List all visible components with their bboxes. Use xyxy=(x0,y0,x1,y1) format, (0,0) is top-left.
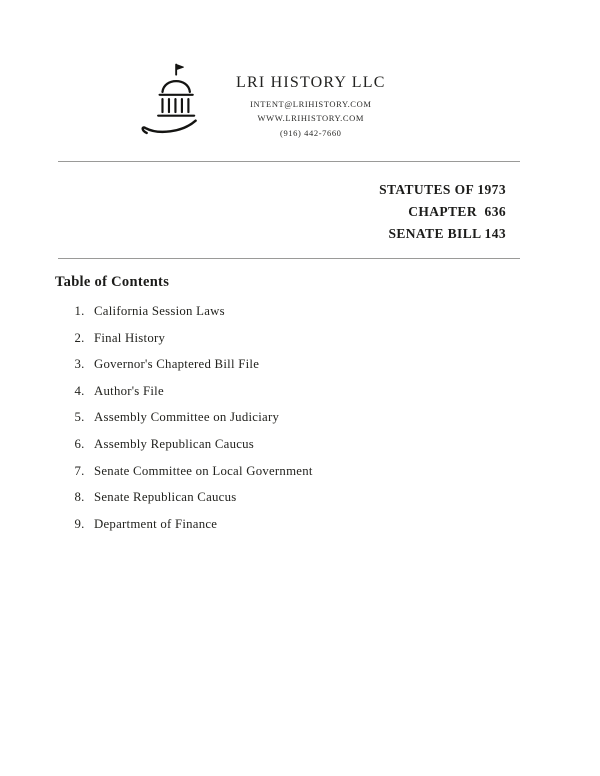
chapter-line: CHAPTER 636 xyxy=(408,204,506,219)
phone-line: (916) 442-7660 xyxy=(280,127,342,138)
toc-item: 3. Governor's Chaptered Bill File xyxy=(88,357,313,372)
website-line: WWW.LRIHISTORY.COM xyxy=(257,113,365,124)
letterhead-text xyxy=(236,60,386,140)
toc-item: 6. Assembly Republican Caucus xyxy=(88,437,313,452)
toc-item: 5. Assembly Committee on Judiciary xyxy=(88,410,313,425)
case-info-block xyxy=(379,179,506,245)
senate-bill-line: SENATE BILL 143 xyxy=(388,226,506,241)
email-line: INTENT@LRIHISTORY.COM xyxy=(250,99,372,109)
toc-title: Table of Contents xyxy=(55,274,170,290)
toc-list xyxy=(52,304,313,543)
contact-block xyxy=(236,97,386,140)
toc-item: 1. California Session Laws xyxy=(88,304,313,319)
toc-item: 8. Senate Republican Caucus xyxy=(88,490,313,505)
capitol-sketch-icon xyxy=(138,60,210,144)
toc-item: 9. Department of Finance xyxy=(88,517,313,532)
letterhead xyxy=(138,60,386,144)
statutes-line: STATUTES OF 1973 xyxy=(379,182,506,197)
toc-item: 7. Senate Committee on Local Government xyxy=(88,464,313,479)
divider-bottom xyxy=(58,258,520,259)
toc-item: 4. Author's File xyxy=(88,384,313,399)
divider-top xyxy=(58,161,520,162)
company-name: LRI HISTORY LLC xyxy=(236,74,386,91)
toc-item: 2. Final History xyxy=(88,331,313,346)
